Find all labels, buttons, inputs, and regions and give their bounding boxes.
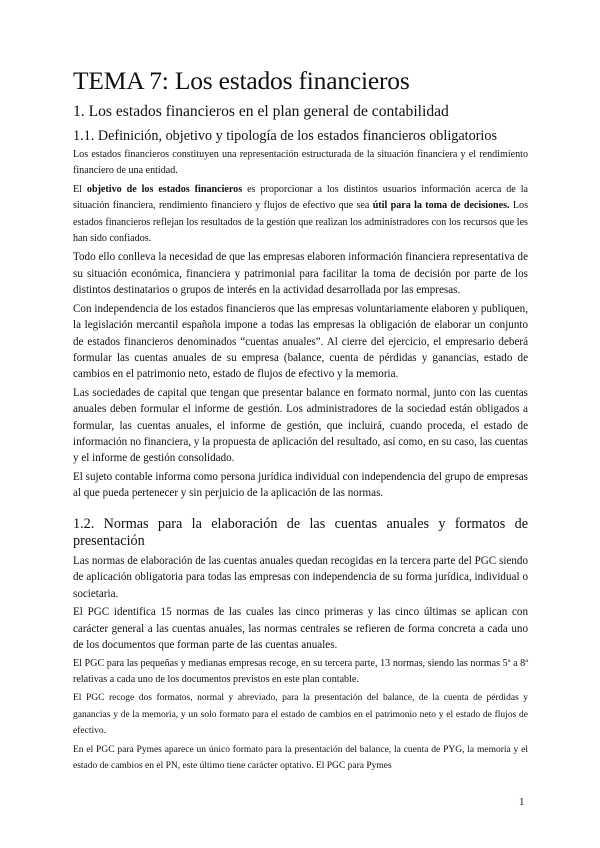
document-title: TEMA 7: Los estados financieros [73,66,410,95]
p2-text-e: Los estados financieros reflejan los resultados de la gestión que realizan los administradores con los recursos que les han sido confiados. [73,200,529,245]
section-heading-1: 1. Los estados financieros en el plan general de contabilidad [73,103,449,121]
p2-bold-objetivo: objetivo de los estados financieros [86,183,243,195]
p2-bold-util: útil para la toma de decisiones. [372,200,510,212]
paragraph-9: El PGC para las pequeñas y medianas empresas recoge, en su tercera parte, 13 normas, siendo las normas 5ª a 8ª relativas a cada uno de los documentos previstos en este plan contable. [73,657,528,685]
paragraph-10: El PGC recoge dos formatos, normal y abreviado, para la presentación del balance, de la cuenta de pérdidas y ganancias y de la memoria, y un solo formato para el estado de cambios en el patrimonio neto y el estado de flujos de efectivo. [73,693,528,737]
paragraph-1: Los estados financieros constituyen una representación estructurada de la situación financiera y el rendimiento financiero de una entidad. [73,149,528,177]
p2-text-a: El [73,183,87,195]
paragraph-7: Las normas de elaboración de las cuentas anuales quedan recogidas en la tercera parte del PGC siendo de aplicación obligatoria para todas las empresas con independencia de su forma jurídica, individual o societaria. [73,555,528,600]
paragraph-3: Todo ello conlleva la necesidad de que las empresas elaboren información financiera representativa de su situación económica, financiera y patrimonial para facilitar la toma de decisión por parte de los distintos destinatarios o grupos de interés en la actividad desarrollada por las empresas. [73,251,528,297]
paragraph-6: El sujeto contable informa como persona jurídica individual con independencia del grupo de empresas al que pueda pertenecer y sin perjuicio de la aplicación de las normas. [73,470,528,500]
page-number: 1 [519,796,525,808]
p2-text-c: es proporcionar a los distintos usuarios información acerca de la situación financiera, rendimiento financiero y flujos de efectivo que sea [73,183,528,212]
paragraph-5: Las sociedades de capital que tengan que presentar balance en formato normal, junto con las cuentas anuales deben formular el informe de gestión. Los administradores de la sociedad están obligados a formular, las cuentas anuales, el informe de gestión, que incluirá, cuando proceda, el estado de información no financiera, y la propuesta de aplicación del resultado, así como, en su caso, las cuentas y el informe de gestión consolidado. [73,386,528,465]
paragraph-8: El PGC identifica 15 normas de las cuales las cinco primeras y las cinco últimas se aplican con carácter general a las cuentas anuales, las normas centrales se refieren de forma concreta a cada uno de los documentos que forman parte de las cuentas anuales. [73,606,528,652]
document-page [73,66,528,776]
subsection-heading-1-2: 1.2. Normas para la elaboración de las cuentas anuales y formatos de presentación [73,515,528,550]
paragraph-4: Con independencia de los estados financieros que las empresas voluntariamente elaboren y publiquen, la legislación mercantil española impone a todas las empresas la obligación de elaborar un conjunto de estados financieros denominados “cuentas anuales”. Al cierre del ejercicio, el empresario deberá formular las cuentas anuales de su empresa (balance, cuenta de pérdidas y ganancias, estado de cambios en el patrimonio neto, estado de flujos de efectivo y la memoria. [73,302,528,381]
subsection-heading-1-1: 1.1. Definición, objetivo y tipología de los estados financieros obligatorios [73,128,497,145]
paragraph-11: En el PGC para Pymes aparece un único formato para la presentación del balance, la cuenta de PYG, la memoria y el estado de cambios en el PN, este último tiene carácter optativo. El PGC para Pymes [73,744,528,771]
paragraph-2 [73,182,528,248]
